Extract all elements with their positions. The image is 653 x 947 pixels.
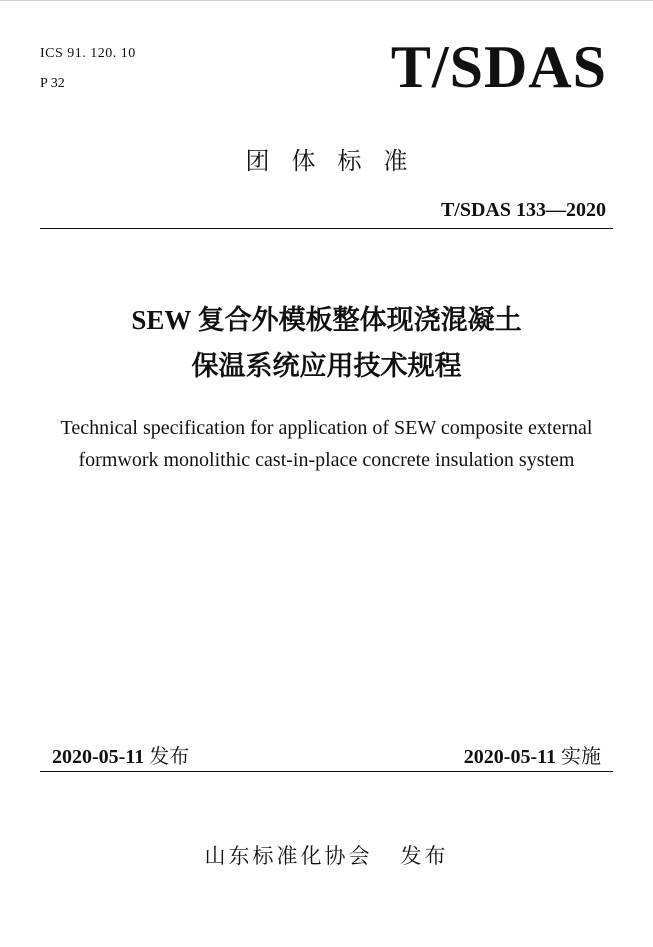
- publish-label: 发布: [400, 844, 449, 868]
- standard-type-heading: 团体标准: [245, 147, 430, 175]
- publisher-line: [0, 840, 653, 870]
- implement-date: 2020-05-11: [463, 746, 556, 768]
- chinese-title-line-2: 保温系统应用技术规程: [191, 351, 462, 381]
- issue-label: 发布: [149, 744, 190, 768]
- standard-brand-logo: T/SDAS: [390, 34, 607, 100]
- issue-date: 2020-05-11: [52, 746, 145, 768]
- top-border-line: [0, 0, 653, 1]
- english-title-line-2: formwork monolithic cast-in-place concrete insulation system: [78, 449, 575, 471]
- english-title-line-1: Technical specification for application of SEW composite external: [60, 417, 593, 439]
- publisher-name: 山东标准化协会: [204, 844, 373, 868]
- implement-date-block: [464, 740, 601, 769]
- header-divider: [40, 228, 613, 229]
- chinese-title-line-1: SEW 复合外模板整体现浇混凝土: [131, 305, 522, 335]
- footer-divider: [40, 771, 613, 772]
- standard-code: T/SDAS 133—2020: [440, 199, 606, 221]
- ccs-classification: P 32: [40, 76, 65, 91]
- ics-classification: ICS 91. 120. 10: [40, 46, 136, 61]
- implement-label: 实施: [561, 744, 601, 768]
- issue-date-block: [52, 740, 189, 769]
